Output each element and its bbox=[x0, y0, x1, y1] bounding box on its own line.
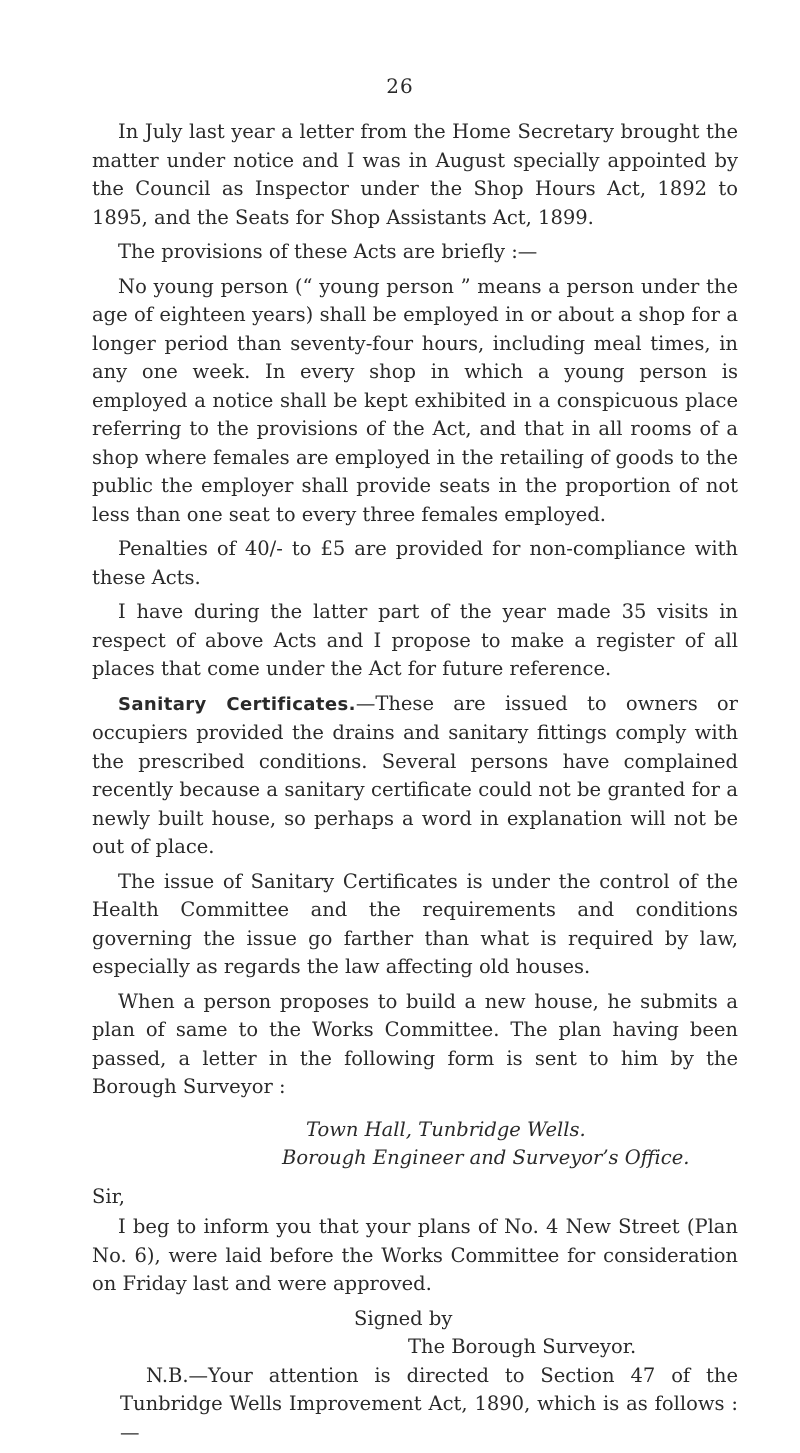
letter-signatory: The Borough Surveyor. bbox=[408, 1335, 637, 1358]
paragraph-new-house: When a person proposes to build a new house, he submits a plan of same to the Works Committee. The plan having been passed, a letter in the following form is sent to him by the Borough Surveyor : bbox=[92, 989, 738, 1098]
paragraph-health-committee: The issue of Sanitary Certificates is under the control of the Health Committee and the requirements and conditions governing the issue go farther than what is required by law, especially as regards the law affecting old houses. bbox=[92, 869, 738, 978]
letter-nota-bene: N.B.—Your attention is directed to Section 47 of the Tunbridge Wells Improvement Act, 1890, which is as follows : — bbox=[120, 1363, 738, 1444]
paragraph-young-person: No young person (“ young person ” means a person under the age of eighteen years) shall be employed in or about a shop for a longer period than seventy-four hours, including meal times, in any one week. In every shop in which a young person is employed a notice shall be kept exhibited in a conspicuous place referring to the provisions of the Act, and that in all rooms of a shop where females are employed in the retailing of goods to the public the employer shall provide seats in the proportion of not less than one seat to every three females employed. bbox=[92, 274, 738, 526]
body-text bbox=[92, 118, 738, 1453]
page-number: 26 bbox=[386, 74, 414, 98]
paragraph-penalties: Penalties of 40/- to £5 are provided for non-compliance with these Acts. bbox=[92, 537, 738, 589]
section-heading-sanitary-certificates: Sanitary Certificates. bbox=[118, 693, 356, 715]
paragraph-provisions-intro: The provisions of these Acts are briefly :— bbox=[118, 240, 538, 263]
paragraph-sanitary-certificates bbox=[92, 690, 738, 862]
letter-signed-by: Signed by bbox=[354, 1306, 453, 1330]
paragraph-home-secretary: In July last year a letter from the Home Secretary brought the matter under notice and I was in August specially appointed by the Council as Inspector under the Shop Hours Act, 1892 to 1895, and the Seats for Shop Assistants Act, 1899. bbox=[92, 120, 738, 229]
letter-head-office: Borough Engineer and Surveyor’s Office. bbox=[282, 1146, 690, 1169]
sanitary-certificates-text: —These are issued to owners or occupiers provided the drains and sanitary fittings comply with the prescribed conditions. Several persons have complained recently because a sanitary certificate could not be granted for a newly built house, so perhaps a word in explanation will not be out of place. bbox=[92, 691, 738, 858]
letter-salutation: Sir, bbox=[92, 1184, 125, 1208]
letter-head-town-hall: Town Hall, Tunbridge Wells. bbox=[306, 1117, 586, 1141]
letter-body: I beg to inform you that your plans of No. 4 New Street (Plan No. 6), were laid before the Works Committee for consideration on Friday last and were approved. bbox=[92, 1215, 738, 1295]
paragraph-visits: I have during the latter part of the year made 35 visits in respect of above Acts and I propose to make a register of all places that come under the Act for future reference. bbox=[92, 600, 738, 680]
